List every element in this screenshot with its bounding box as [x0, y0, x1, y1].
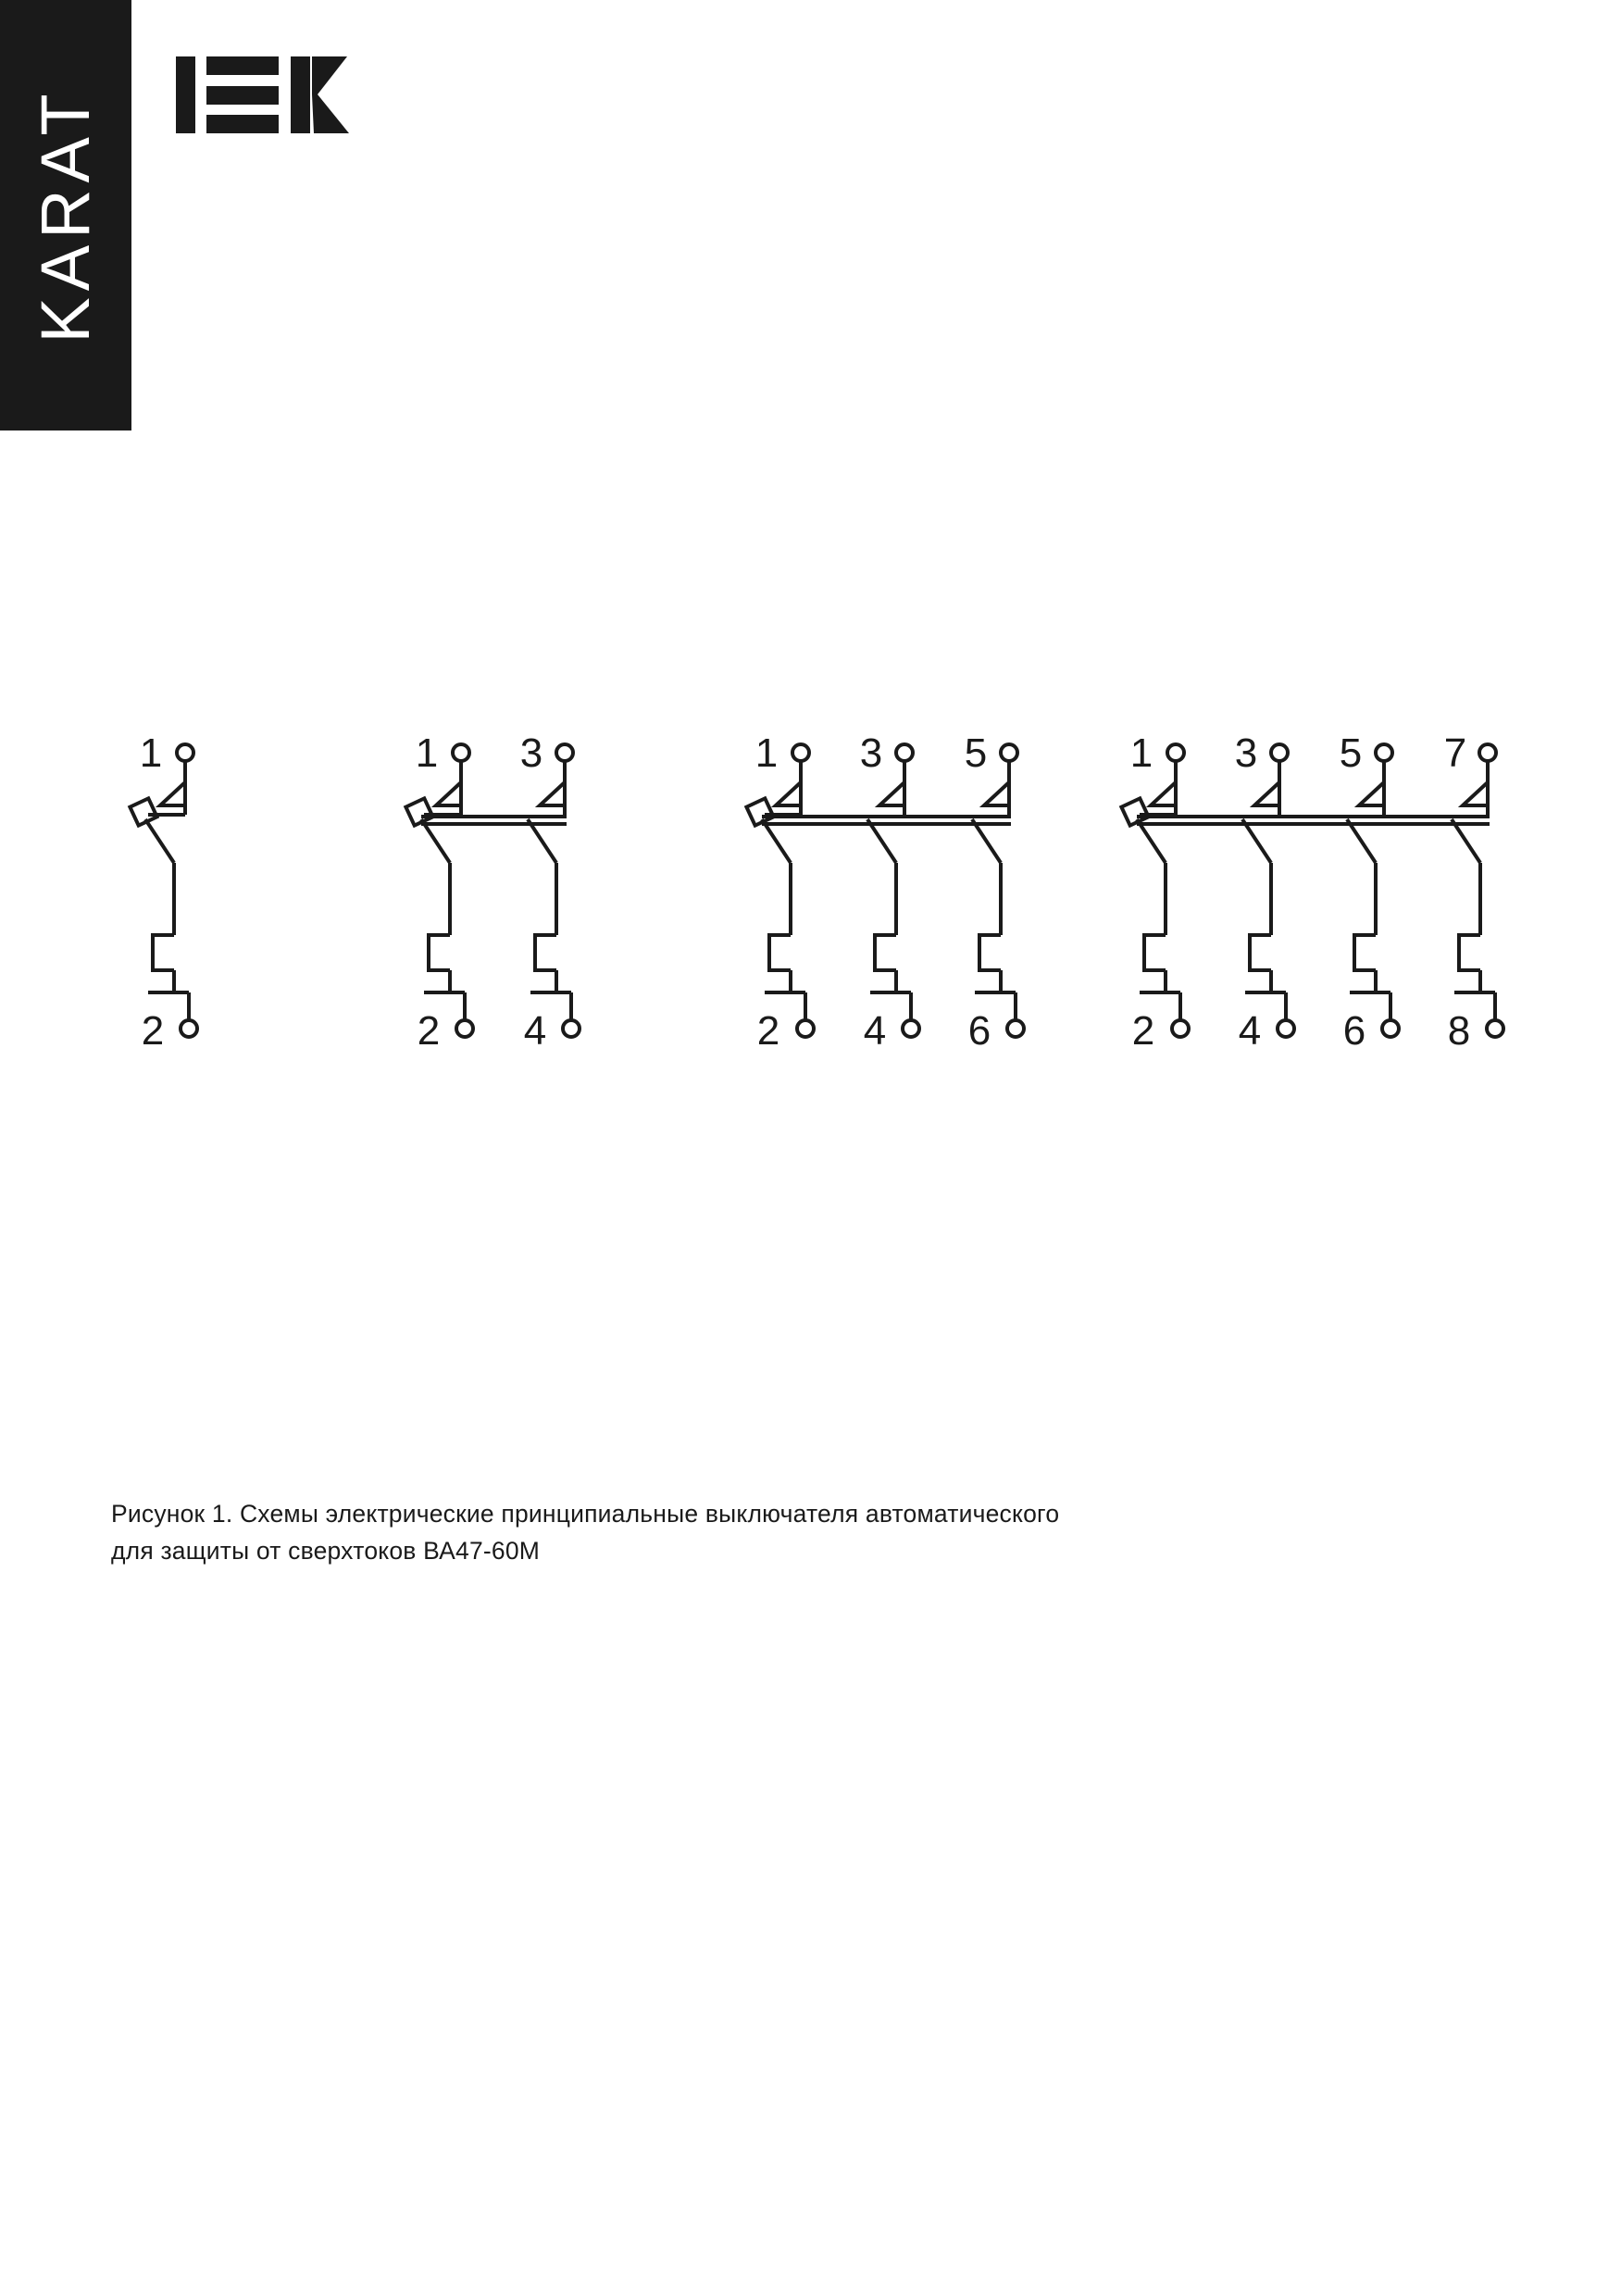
series-name-label: KARAT	[27, 87, 104, 343]
svg-text:4: 4	[863, 1008, 887, 1054]
svg-text:5: 5	[1339, 730, 1363, 776]
iek-logo	[176, 51, 361, 139]
svg-text:4: 4	[1238, 1008, 1262, 1054]
svg-text:2: 2	[756, 1008, 780, 1054]
terminal-label: 1	[139, 730, 163, 776]
svg-text:6: 6	[1342, 1008, 1366, 1054]
terminal-label: 2	[141, 1008, 165, 1054]
figure-caption-line-1: Рисунок 1. Схемы электрические принципиальные выключателя автоматического	[111, 1500, 1060, 1528]
svg-text:1: 1	[754, 730, 779, 776]
svg-text:7: 7	[1443, 730, 1467, 776]
circuit-diagram	[0, 648, 1621, 1389]
svg-text:2: 2	[417, 1008, 441, 1054]
svg-text:5: 5	[964, 730, 988, 776]
svg-text:4: 4	[523, 1008, 547, 1054]
svg-text:3: 3	[519, 730, 543, 776]
figure-caption-line-2: для защиты от сверхтоков ВА47-60М	[111, 1537, 541, 1565]
svg-text:8: 8	[1447, 1008, 1471, 1054]
svg-text:3: 3	[859, 730, 883, 776]
svg-text:6: 6	[967, 1008, 991, 1054]
svg-text:3: 3	[1234, 730, 1258, 776]
svg-text:1: 1	[1129, 730, 1153, 776]
svg-text:2: 2	[1131, 1008, 1155, 1054]
svg-text:1: 1	[415, 730, 439, 776]
brand-sidebar	[0, 0, 131, 430]
figure-caption	[111, 1495, 1268, 1569]
